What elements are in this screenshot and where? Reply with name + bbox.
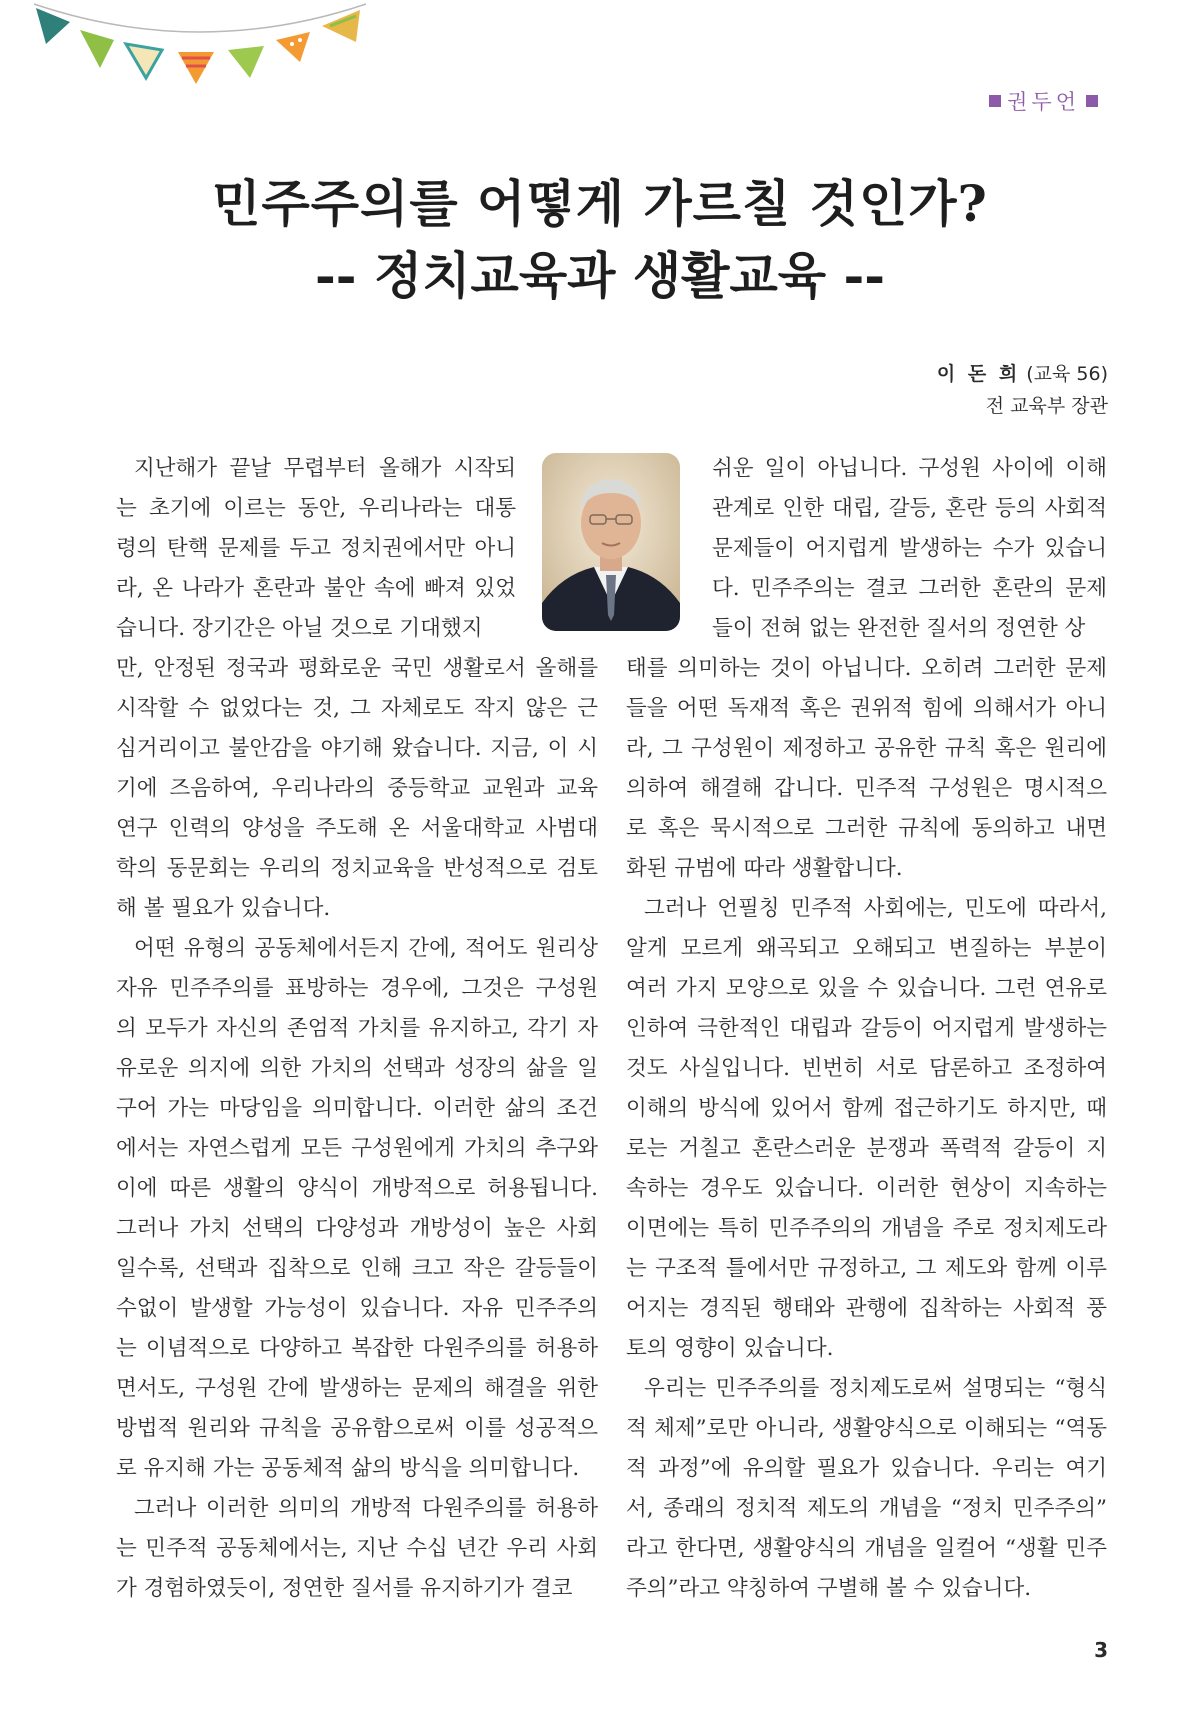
body-text-line: 여러 가지 모양으로 있을 수 있습니다. 그런 연유로 — [626, 976, 1107, 1001]
body-text-line: 는 구조적 틀에서만 규정하고, 그 제도와 함께 이루 — [626, 1256, 1107, 1281]
body-text-line: 면서도, 구성원 간에 발생하는 문제의 해결을 위한 — [116, 1376, 598, 1401]
author-byline — [937, 358, 1108, 422]
body-text-line: 로 유지해 가는 공동체적 삶의 방식을 의미합니다. — [116, 1456, 580, 1481]
body-text-line: 이면에는 특히 민주주의의 개념을 주로 정치제도라 — [626, 1216, 1107, 1241]
body-text-line: 의 모두가 자신의 존엄적 가치를 유지하고, 각기 자 — [116, 1016, 598, 1041]
body-column-right — [626, 649, 1107, 1609]
body-text-line: 자유 민주주의를 표방하는 경우에, 그것은 구성원 — [116, 976, 598, 1001]
body-text-line: 어지는 경직된 행태와 관행에 집착하는 사회적 풍 — [626, 1296, 1107, 1321]
body-text-line: 습니다. 장기간은 아닐 것으로 기대했지 — [116, 616, 483, 641]
body-text-line: 는 초기에 이르는 동안, 우리나라는 대통 — [116, 496, 516, 521]
body-text-line: 라, 그 구성원이 제정하고 공유한 규칙 혹은 원리에 — [626, 736, 1107, 761]
bunting-flag — [276, 32, 310, 62]
body-text-line: 속하는 경우도 있습니다. 이러한 현상이 지속하는 — [626, 1176, 1107, 1201]
body-text-line: 알게 모르게 왜곡되고 오해되고 변질하는 부분이 — [626, 936, 1107, 961]
body-text-line: 라고 한다면, 생활양식의 개념을 일컬어 “생활 민주 — [626, 1536, 1107, 1561]
body-text-line: 지난해가 끝날 무렵부터 올해가 시작되 — [134, 456, 516, 481]
body-text-line: 시작할 수 없었다는 것, 그 자체로도 작지 않은 근 — [116, 696, 598, 721]
square-bullet-icon — [1086, 95, 1098, 107]
body-column-right-top — [712, 449, 1107, 649]
body-text-line: 령의 탄핵 문제를 두고 정치권에서만 아니 — [116, 536, 516, 561]
body-text-line: 연구 인력의 양성을 주도해 온 서울대학교 사범대 — [116, 816, 598, 841]
section-tag-label: 권두언 — [1007, 90, 1080, 114]
body-text-line: 가 경험하였듯이, 정연한 질서를 유지하기가 결코 — [116, 1576, 573, 1601]
body-text-line: 학의 동문회는 우리의 정치교육을 반성적으로 검토 — [116, 856, 598, 881]
author-name-line — [937, 358, 1108, 390]
author-portrait — [542, 453, 680, 631]
body-text-line: 기에 즈음하여, 우리나라의 중등학교 교원과 교육 — [116, 776, 598, 801]
section-tag — [983, 86, 1104, 116]
body-text-line: 이해의 방식에 있어서 함께 접근하기도 하지만, 때 — [626, 1096, 1107, 1121]
body-text-line: 인하여 극한적인 대립과 갈등이 어지럽게 발생하는 — [626, 1016, 1107, 1041]
body-text-line: 구어 가는 마당임을 의미합니다. 이러한 삶의 조건 — [116, 1096, 598, 1121]
body-text-line: 수없이 발생할 가능성이 있습니다. 자유 민주주의 — [116, 1296, 598, 1321]
body-text-line: 들을 어떤 독재적 혹은 권위적 힘에 의해서가 아니 — [626, 696, 1107, 721]
body-text-line: 그러나 언필칭 민주적 사회에는, 민도에 따라서, — [644, 896, 1107, 921]
bunting-decoration — [30, 0, 370, 100]
body-text-line: 것도 사실입니다. 빈번히 서로 담론하고 조정하여 — [626, 1056, 1107, 1081]
square-bullet-icon — [989, 95, 1001, 107]
bunting-flag — [80, 30, 114, 68]
body-text-line: 이에 따른 생활의 양식이 개방적으로 허용됩니다. — [116, 1176, 598, 1201]
body-text-line: 그러나 가치 선택의 다양성과 개방성이 높은 사회 — [116, 1216, 598, 1241]
body-text-line: 어떤 유형의 공동체에서든지 간에, 적어도 원리상 — [134, 936, 598, 961]
author-affiliation: (교육 56) — [1026, 363, 1108, 385]
body-text-line: 로는 거칠고 혼란스러운 분쟁과 폭력적 갈등이 지 — [626, 1136, 1107, 1161]
page-number: 3 — [1094, 1638, 1108, 1662]
title-line-1: 민주주의를 어떻게 가르칠 것인가? — [212, 174, 988, 233]
author-name: 이 돈 희 — [936, 363, 1021, 385]
body-text-line: 일수록, 선택과 집착으로 인해 크고 작은 갈등들이 — [116, 1256, 598, 1281]
body-text-line: 태를 의미하는 것이 아닙니다. 오히려 그러한 문제 — [626, 656, 1107, 681]
body-text-line: 방법적 원리와 규칙을 공유함으로써 이를 성공적으 — [116, 1416, 598, 1441]
body-text-line: 라, 온 나라가 혼란과 불안 속에 빠져 있었 — [116, 576, 516, 601]
body-text-line: 해 볼 필요가 있습니다. — [116, 896, 331, 921]
body-column-left — [116, 649, 598, 1609]
author-position: 전 교육부 장관 — [985, 395, 1108, 417]
body-text-line: 우리는 민주주의를 정치제도로써 설명되는 “형식 — [644, 1376, 1107, 1401]
body-text-line: 다. 민주주의는 결코 그러한 혼란의 문제 — [712, 576, 1107, 601]
body-text-line: 는 이념적으로 다양하고 복잡한 다원주의를 허용하 — [116, 1336, 598, 1361]
body-text-line: 로 혹은 묵시적으로 그러한 규칙에 동의하고 내면 — [626, 816, 1107, 841]
body-text-line: 그러나 이러한 의미의 개방적 다원주의를 허용하 — [134, 1496, 598, 1521]
body-text-line: 유로운 의지에 의한 가치의 선택과 성장의 삶을 일 — [116, 1056, 598, 1081]
bunting-flag — [126, 44, 162, 78]
body-text-line: 서, 종래의 정치적 제도의 개념을 “정치 민주주의” — [626, 1496, 1107, 1521]
body-text-line: 만, 안정된 정국과 평화로운 국민 생활로서 올해를 — [116, 656, 598, 681]
body-text-line: 토의 영향이 있습니다. — [626, 1336, 834, 1361]
body-text-line: 관계로 인한 대립, 갈등, 혼란 등의 사회적 — [712, 496, 1107, 521]
body-text-line: 쉬운 일이 아닙니다. 구성원 사이에 이해 — [712, 456, 1107, 481]
article-title — [0, 168, 1200, 312]
body-text-line: 화된 규범에 따라 생활합니다. — [626, 856, 903, 881]
body-text-line: 의하여 해결해 갑니다. 민주적 구성원은 명시적으 — [626, 776, 1107, 801]
body-text-line: 들이 전혀 없는 완전한 질서의 정연한 상 — [712, 616, 1086, 641]
body-text-line: 적 과정”에 유의할 필요가 있습니다. 우리는 여기 — [626, 1456, 1107, 1481]
title-line-2: -- 정치교육과 생활교육 -- — [315, 246, 885, 305]
body-text-line: 심거리이고 불안감을 야기해 왔습니다. 지금, 이 시 — [116, 736, 598, 761]
body-text-line: 문제들이 어지럽게 발생하는 수가 있습니 — [712, 536, 1107, 561]
body-text-line: 는 민주적 공동체에서는, 지난 수십 년간 우리 사회 — [116, 1536, 598, 1561]
body-column-left-top — [116, 449, 516, 649]
body-text-line: 에서는 자연스럽게 모든 구성원에게 가치의 추구와 — [116, 1136, 598, 1161]
bunting-flag — [228, 46, 264, 78]
body-text-line: 주의”라고 약칭하여 구별해 볼 수 있습니다. — [626, 1576, 1032, 1601]
body-text-line: 적 체제”로만 아니라, 생활양식으로 이해되는 “역동 — [626, 1416, 1107, 1441]
